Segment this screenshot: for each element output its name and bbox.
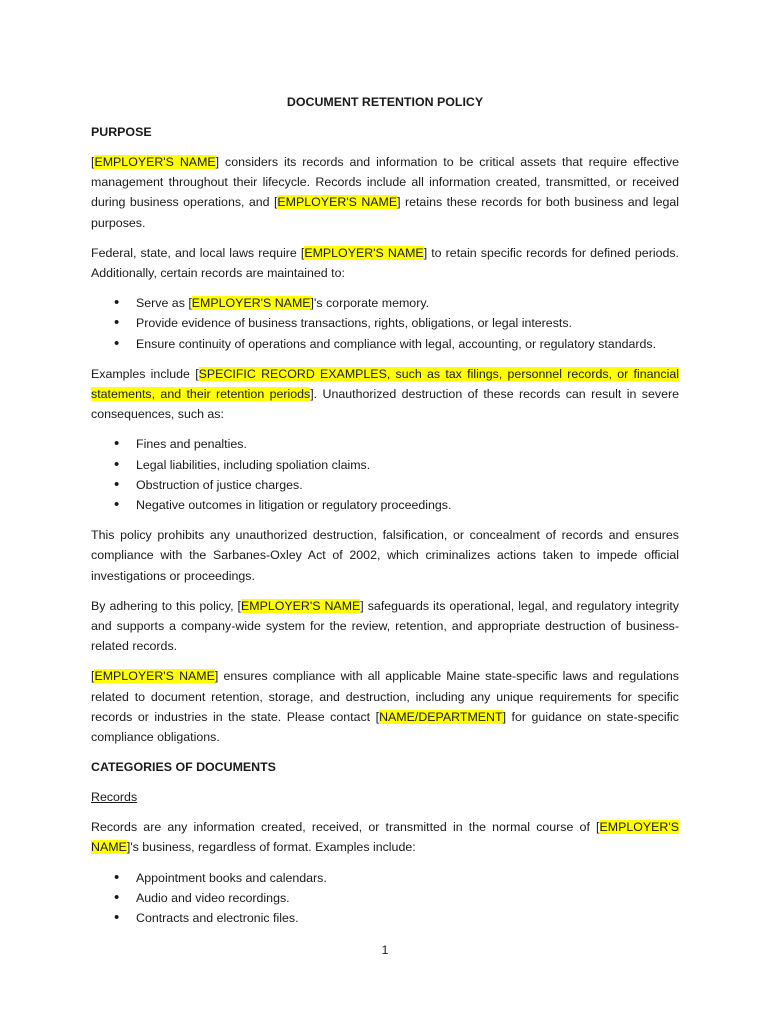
purpose-heading: PURPOSE <box>91 125 152 139</box>
text-run: ] safeguards its operational, legal, and regulatory integrity and supports a company-wide system for the review, retention, and appropriate destruction of business-related records. <box>91 598 679 654</box>
purpose-paragraph-4: This policy prohibits any unauthorized destruction, falsification, or concealment of records and ensures compliance with the Sarbanes-Oxley Act of 2002, which criminalizes actions taken to impede official investigations or proceedings. <box>91 528 679 583</box>
text-run: ] for guidance on state-specific compliance obligations. <box>91 709 679 745</box>
list-item: • Legal liabilities, including spoliation claims. <box>136 455 679 475</box>
text-run: ]'s business, regardless of format. Examples include: <box>126 840 416 855</box>
text-run: ] retains these records for both business and legal purposes. <box>91 195 679 230</box>
page-number: 1 <box>381 943 389 957</box>
records-bullet-list <box>91 868 679 929</box>
text-run: Federal, state, and local laws require [ <box>91 245 305 260</box>
purpose-paragraph-6 <box>91 666 679 747</box>
text-run: Records are any information created, received, or transmitted in the normal course of [ <box>91 820 600 835</box>
list-item: • Fines and penalties. <box>136 434 679 454</box>
list-item: • Audio and video recordings. <box>136 888 679 908</box>
text-run: Examples include [ <box>91 366 199 381</box>
employer-name-placeholder: EMPLOYER'S NAME <box>240 598 361 613</box>
text-run: ] ensures compliance with all applicable Maine state-specific laws and regulations related to document retention, storage, and destruction, including any unique requirements for specific records or industries in the state. Please contact [ <box>91 669 680 724</box>
list-item: • Provide evidence of business transactions, rights, obligations, or legal interests. <box>136 313 679 333</box>
records-paragraph <box>91 817 679 857</box>
text-run: [ <box>91 669 95 684</box>
purpose-bullet-list <box>91 293 679 354</box>
purpose-paragraph-3 <box>91 364 679 425</box>
text-run: ]. Unauthorized destruction of these records can result in severe consequences, such as: <box>91 387 679 422</box>
text-run: ] to retain specific records for defined periods. Additionally, certain records are maintained to: <box>91 245 679 281</box>
document-title: DOCUMENT RETENTION POLICY <box>286 95 484 109</box>
employer-name-placeholder: EMPLOYER'S NAME <box>191 296 311 311</box>
employer-name-placeholder: EMPLOYER'S NAME <box>94 155 216 169</box>
text-run: ] considers its records and information to be critical assets that require effective management throughout their lifecycle. Records include all information created, transmitted, or received during business operations, and [ <box>91 155 679 210</box>
list-item: • Appointment books and calendars. <box>136 868 679 888</box>
employer-name-placeholder: EMPLOYER'S NAME <box>277 195 398 210</box>
purpose-paragraph-5 <box>91 596 679 657</box>
purpose-paragraph-1 <box>91 152 679 233</box>
text-run: [ <box>91 155 95 169</box>
record-examples-placeholder: SPECIFIC RECORD EXAMPLES, such as tax filings, personnel records, or financial statements, and their retention periods <box>91 366 679 402</box>
employer-name-placeholder: EMPLOYER'S NAME <box>304 245 424 260</box>
employer-name-placeholder: EMPLOYER'S NAME <box>94 669 215 684</box>
employer-name-placeholder: EMPLOYER'S NAME <box>91 820 679 855</box>
list-item: • Obstruction of justice charges. <box>136 475 679 495</box>
text-run: By adhering to this policy, [ <box>91 598 241 613</box>
list-item: • Ensure continuity of operations and compliance with legal, accounting, or regulatory standards. <box>136 334 679 354</box>
list-item: • Contracts and electronic files. <box>136 908 679 928</box>
text-run: Serve as [ <box>136 296 192 311</box>
consequences-bullet-list <box>91 434 679 515</box>
document-body <box>91 92 679 938</box>
records-subheading: Records <box>91 790 138 805</box>
purpose-paragraph-2 <box>91 243 679 283</box>
list-item: • Negative outcomes in litigation or regulatory proceedings. <box>136 495 679 515</box>
department-placeholder: NAME/DEPARTMENT <box>379 709 503 724</box>
text-run: ]'s corporate memory. <box>310 296 430 311</box>
list-item <box>136 293 679 313</box>
categories-heading: CATEGORIES OF DOCUMENTS <box>91 760 276 775</box>
